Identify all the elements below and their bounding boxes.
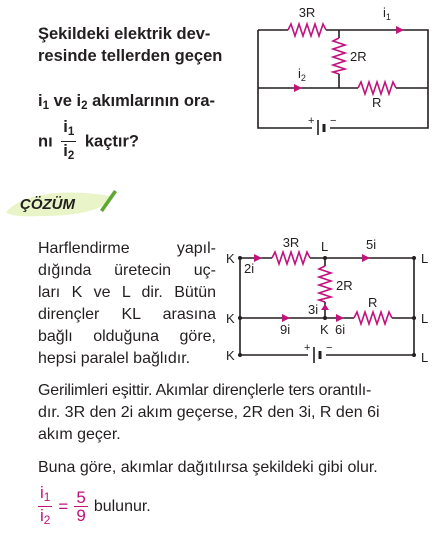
node-l-bottom-right: L xyxy=(421,350,429,365)
label-2i: 2i xyxy=(244,261,255,276)
question-line-3: $i_1$ ve $i_2$ akımlarının ora- xyxy=(38,92,216,112)
question-line-2: resinde tellerden geçen xyxy=(38,47,223,65)
battery-minus-2: − xyxy=(326,342,333,354)
node-l-top-inner: L xyxy=(321,239,329,254)
question-fraction: $\frac{i_1}{i_2}$ xyxy=(63,118,75,162)
arrow-i1 xyxy=(396,26,404,34)
question-line-4: nı $\frac{i_1}{i_2}$ kaçtır? xyxy=(38,119,250,165)
resistor-r xyxy=(358,82,396,94)
label-2r-2: 2R xyxy=(336,278,353,293)
arrow-2i xyxy=(254,254,262,262)
label-i1: $i_1$ xyxy=(383,5,391,22)
node-l-top-right: L xyxy=(421,251,429,266)
label-r: R xyxy=(372,95,382,110)
label-5i: 5i xyxy=(366,238,377,252)
battery-1 xyxy=(318,120,324,135)
label-i2: $i_2$ xyxy=(298,66,306,83)
resistor-r-2 xyxy=(354,312,392,324)
label-2r: 2R xyxy=(350,49,367,64)
resistor-2r-2 xyxy=(319,266,331,302)
label-3r-2: 3R xyxy=(282,238,300,250)
question-text xyxy=(38,23,250,165)
result-fraction-value: $\frac{5}{9}$ xyxy=(76,487,86,525)
solution-paragraph-3: Buna göre, akımlar dağıtılırsa şekildeki gibi olur. xyxy=(38,459,378,476)
node-k-bottom: K xyxy=(226,348,235,363)
solution-paragraph-2: Gerilimleri eşittir. Akımlar dirençlerle ters orantılı- dır. 3R den 2i akım geçerse, 2R den 3i, R den 6i akım geçer. xyxy=(38,382,380,443)
arrow-5i xyxy=(362,254,370,262)
node-k-top: K xyxy=(226,251,235,266)
arrow-3i xyxy=(321,304,329,310)
resistor-3r-2 xyxy=(272,252,310,264)
arrow-i2 xyxy=(294,84,302,92)
node-k-mid: K xyxy=(226,311,235,326)
battery-minus-1: − xyxy=(330,115,337,127)
solution-badge xyxy=(2,186,122,220)
label-3i: 3i xyxy=(308,302,319,317)
solution-badge-graphic xyxy=(2,186,122,220)
resistor-2r xyxy=(333,38,345,74)
battery-plus-2: + xyxy=(304,342,311,354)
label-6i: 6i xyxy=(335,322,346,337)
solution-label: ÇÖZÜM xyxy=(20,196,75,213)
battery-2 xyxy=(314,347,320,363)
question-line-1: Şekildeki elektrik dev- xyxy=(38,25,211,43)
label-r-2: R xyxy=(368,295,378,310)
circuit-diagram-1 xyxy=(248,0,445,135)
arrow-6i xyxy=(336,314,344,322)
solution-paragraph-1: Harflendirme yapıl- dığında üretecin uç- ları K ve L dir. Bütün dirençler KL arasına bağlı olduğuna göre, hepsi paralel bağlıdır. xyxy=(38,240,216,367)
node-l-mid-right: L xyxy=(421,311,429,326)
arrow-9i xyxy=(282,314,290,322)
battery-plus-1: + xyxy=(308,115,315,127)
node-k-inner: K xyxy=(320,322,329,337)
result-equation xyxy=(38,484,151,529)
resistor-3r xyxy=(288,24,326,36)
label-3r: 3R xyxy=(298,5,316,20)
result-post-text: bulunur. xyxy=(93,497,151,515)
circuit-diagram-2 xyxy=(222,238,445,368)
result-fraction-i: $\frac{i_1}{i_2}$ xyxy=(40,483,51,527)
label-9i: 9i xyxy=(280,322,291,337)
result-equals: = xyxy=(58,496,69,516)
